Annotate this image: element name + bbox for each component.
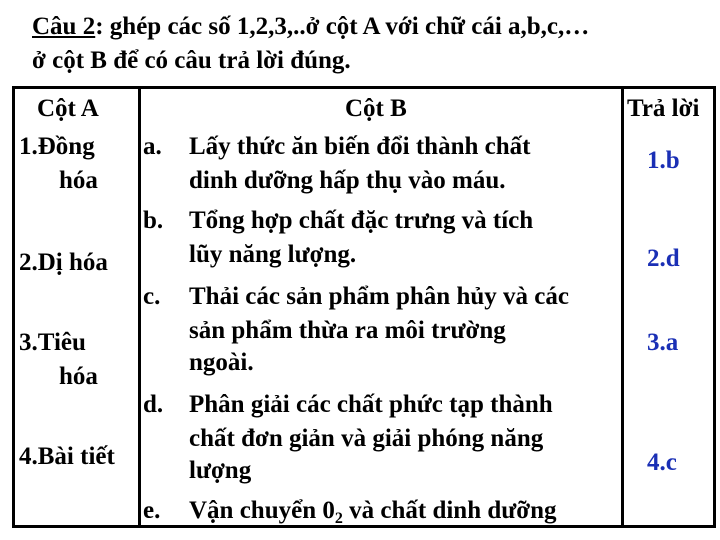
question-label: Câu 2 xyxy=(32,13,96,40)
header-col-b: Cột B xyxy=(345,95,407,122)
option-d-line1: Phân giải các chất phức tạp thành xyxy=(189,391,553,418)
header-answer: Trả lời xyxy=(627,95,700,122)
option-a-line2: dinh dưỡng hấp thụ vào máu. xyxy=(189,167,506,194)
option-b-line2: lũy năng lượng. xyxy=(189,241,357,268)
option-e-subscript: 2 xyxy=(334,510,343,527)
question-line-1-rest: : ghép các số 1,2,3,..ở cột A với chữ cái a,b,c,… xyxy=(95,13,590,40)
option-d-letter: d. xyxy=(143,391,164,418)
option-b-letter: b. xyxy=(143,207,164,234)
matching-table xyxy=(12,86,716,528)
option-e-text-before: Vận chuyển 0 xyxy=(189,497,335,524)
col-a-item-4: 4.Bài tiết xyxy=(19,443,115,470)
option-e-text-after: và chất dinh dưỡng xyxy=(342,497,557,524)
col-a-item-3-line2: hóa xyxy=(59,363,98,390)
option-c-line2: sản phẩm thừa ra môi trường xyxy=(189,317,506,344)
header-col-a: Cột A xyxy=(37,95,99,122)
column-divider-b-answer xyxy=(621,89,624,525)
option-a-letter: a. xyxy=(143,133,162,160)
option-c-line3: ngoài. xyxy=(189,349,254,376)
option-e-letter: e. xyxy=(143,497,161,524)
option-b-line1: Tổng hợp chất đặc trưng và tích xyxy=(189,207,534,234)
col-a-item-1-line2: hóa xyxy=(59,167,98,194)
col-a-item-3-line1: 3.Tiêu xyxy=(19,329,86,356)
option-c-line1: Thải các sản phẩm phân hủy và các xyxy=(189,283,569,310)
option-e-line1 xyxy=(189,495,557,535)
option-c-letter: c. xyxy=(143,283,161,310)
question-text xyxy=(32,10,712,78)
answer-2: 2.d xyxy=(647,245,680,272)
col-a-item-2: 2.Dị hóa xyxy=(19,249,108,276)
answer-1: 1.b xyxy=(647,147,680,174)
option-d-line3: lượng xyxy=(189,457,252,484)
option-d-line2: chất đơn giản và giải phóng năng xyxy=(189,425,544,452)
col-a-item-1-line1: 1.Đồng xyxy=(19,133,95,160)
question-line-2: ở cột B để có câu trả lời đúng. xyxy=(32,47,351,74)
answer-4: 4.c xyxy=(647,449,677,476)
question-line-1 xyxy=(32,10,712,44)
answer-3: 3.a xyxy=(647,329,679,356)
option-a-line1: Lấy thức ăn biến đổi thành chất xyxy=(189,133,531,160)
column-divider-a-b xyxy=(138,89,141,525)
